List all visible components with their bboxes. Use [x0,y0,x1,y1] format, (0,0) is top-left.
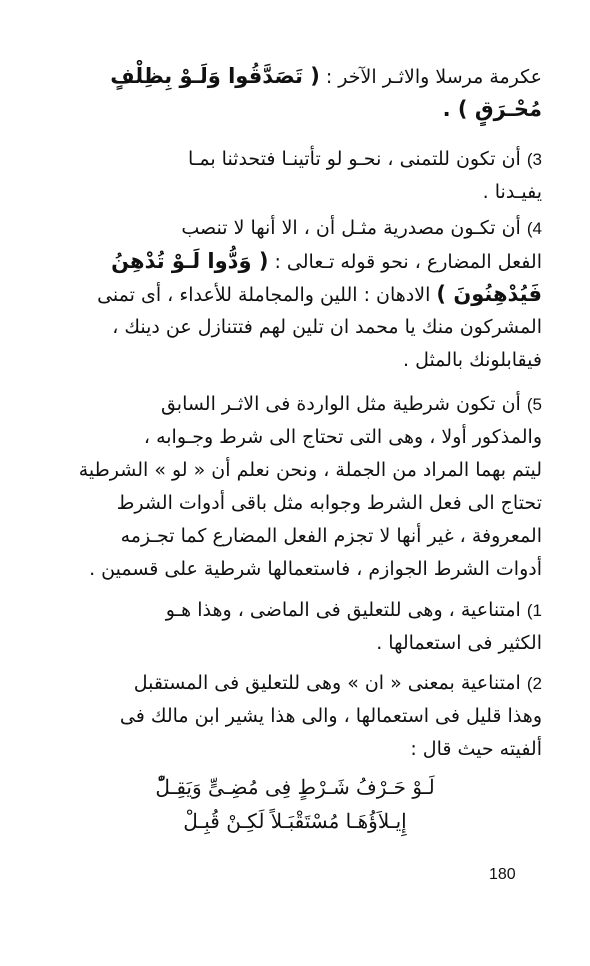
poetry-verse [60,770,530,838]
point-4-line-1-text: أن تكـون مصدرية مثـل أن ، الا أنها لا تنصب [181,217,521,239]
point-5-line-6: أدوات الشرط الجوازم ، فاستعمالها شرطية على قسمين . [89,558,542,580]
point-3-number: 3) [526,150,542,169]
point-5-line-3: ليتم بهما المراد من الجملة ، ونحن نعلم أن « لو » الشرطية [78,459,542,481]
hadith-quote-part-2: مُحْـرَقٍ ) . [442,97,542,121]
intro-line-1-text: عكرمة مرسلا والاثـر الآخر : [319,66,542,88]
point-5-line-2: والمذكور أولا ، وهى التى تحتاج الى شرط وجـوابه ، [143,426,542,448]
intro-line-1 [48,60,542,93]
quran-quote-part-1: ( وَدُّوا لَـوْ تُدْهِنُ [111,249,269,273]
sub-point-2-line-3: ألفيته حيث قال : [410,738,542,760]
point-4-number: 4) [526,219,542,238]
point-4-line-2 [48,245,542,278]
sub-point-2-line-1 [48,667,542,700]
point-5-number: 5) [526,395,542,414]
intro-line-2 [48,93,542,126]
point-3-line-1 [48,143,542,176]
page-number: 180 [489,866,516,883]
point-4-line-2-text: الفعل المضارع ، نحو قوله تـعالى : [268,251,542,273]
sub-point-1-line-1-text: امتناعية ، وهى للتعليق فى الماضى ، وهذا هـو [165,599,521,621]
quran-quote-part-2: فَيُدْهِنُونَ ) [436,282,542,306]
sub-point-2-paragraph [48,667,542,766]
point-4-line-3 [48,278,542,311]
sub-point-1-paragraph [48,594,542,660]
point-5-line-1-text: أن تكون شرطية مثل الواردة فى الاثـر السابق [160,393,521,415]
point-4-line-5: فيقابلونك بالمثل . [402,349,542,371]
point-5-line-5: المعروفة ، غير أنها لا تجزم الفعل المضارع كما تجـزمه [120,525,542,547]
sub-point-2-line-1-text: امتناعية بمعنى « ان » وهى للتعليق فى المستقبل [133,672,521,694]
point-5-line-4: تحتاج الى فعل الشرط وجوابه مثل باقى أدوات الشرط [116,492,542,514]
point-5-paragraph [48,388,542,586]
point-4-paragraph [48,212,542,377]
hadith-quote-part-1: ( تَصَدَّقُوا وَلَـوْ بِظِلْفٍ [110,64,320,88]
point-3-paragraph [48,143,542,209]
sub-point-2-number: 2) [526,674,542,693]
point-4-line-4: المشركون منك يا محمد ان تلين لهم فتتنازل عن دينك ، [112,316,542,338]
sub-point-1-line-2: الكثير فى استعمالها . [376,632,542,654]
sub-point-2-line-2: وهذا قليل فى استعمالها ، والى هذا يشير ابن مالك فى [119,705,542,727]
point-5-line-1 [48,388,542,421]
verse-line-1: لَـوْ حَـرْفُ شَـرْطٍ فِى مُضِـىٍّ وَيَقِـلّْ [155,775,435,799]
verse-line-2: إِيـلاَؤُهَـا مُسْتَقْبَـلاً لَكِـنْ قُبِـلْ [183,809,407,833]
point-3-line-1-text: أن تكون للتمنى ، نحـو لو تأتينـا فتحدثنا بمـا [187,148,521,170]
point-4-line-1 [48,212,542,245]
intro-paragraph [48,60,542,126]
point-4-line-3-text: الادهان : اللين والمجاملة للأعداء ، أى تمنى [97,284,437,306]
sub-point-1-line-1 [48,594,542,627]
sub-point-1-number: 1) [526,601,542,620]
point-3-line-2: يفيـدنا . [482,181,542,203]
